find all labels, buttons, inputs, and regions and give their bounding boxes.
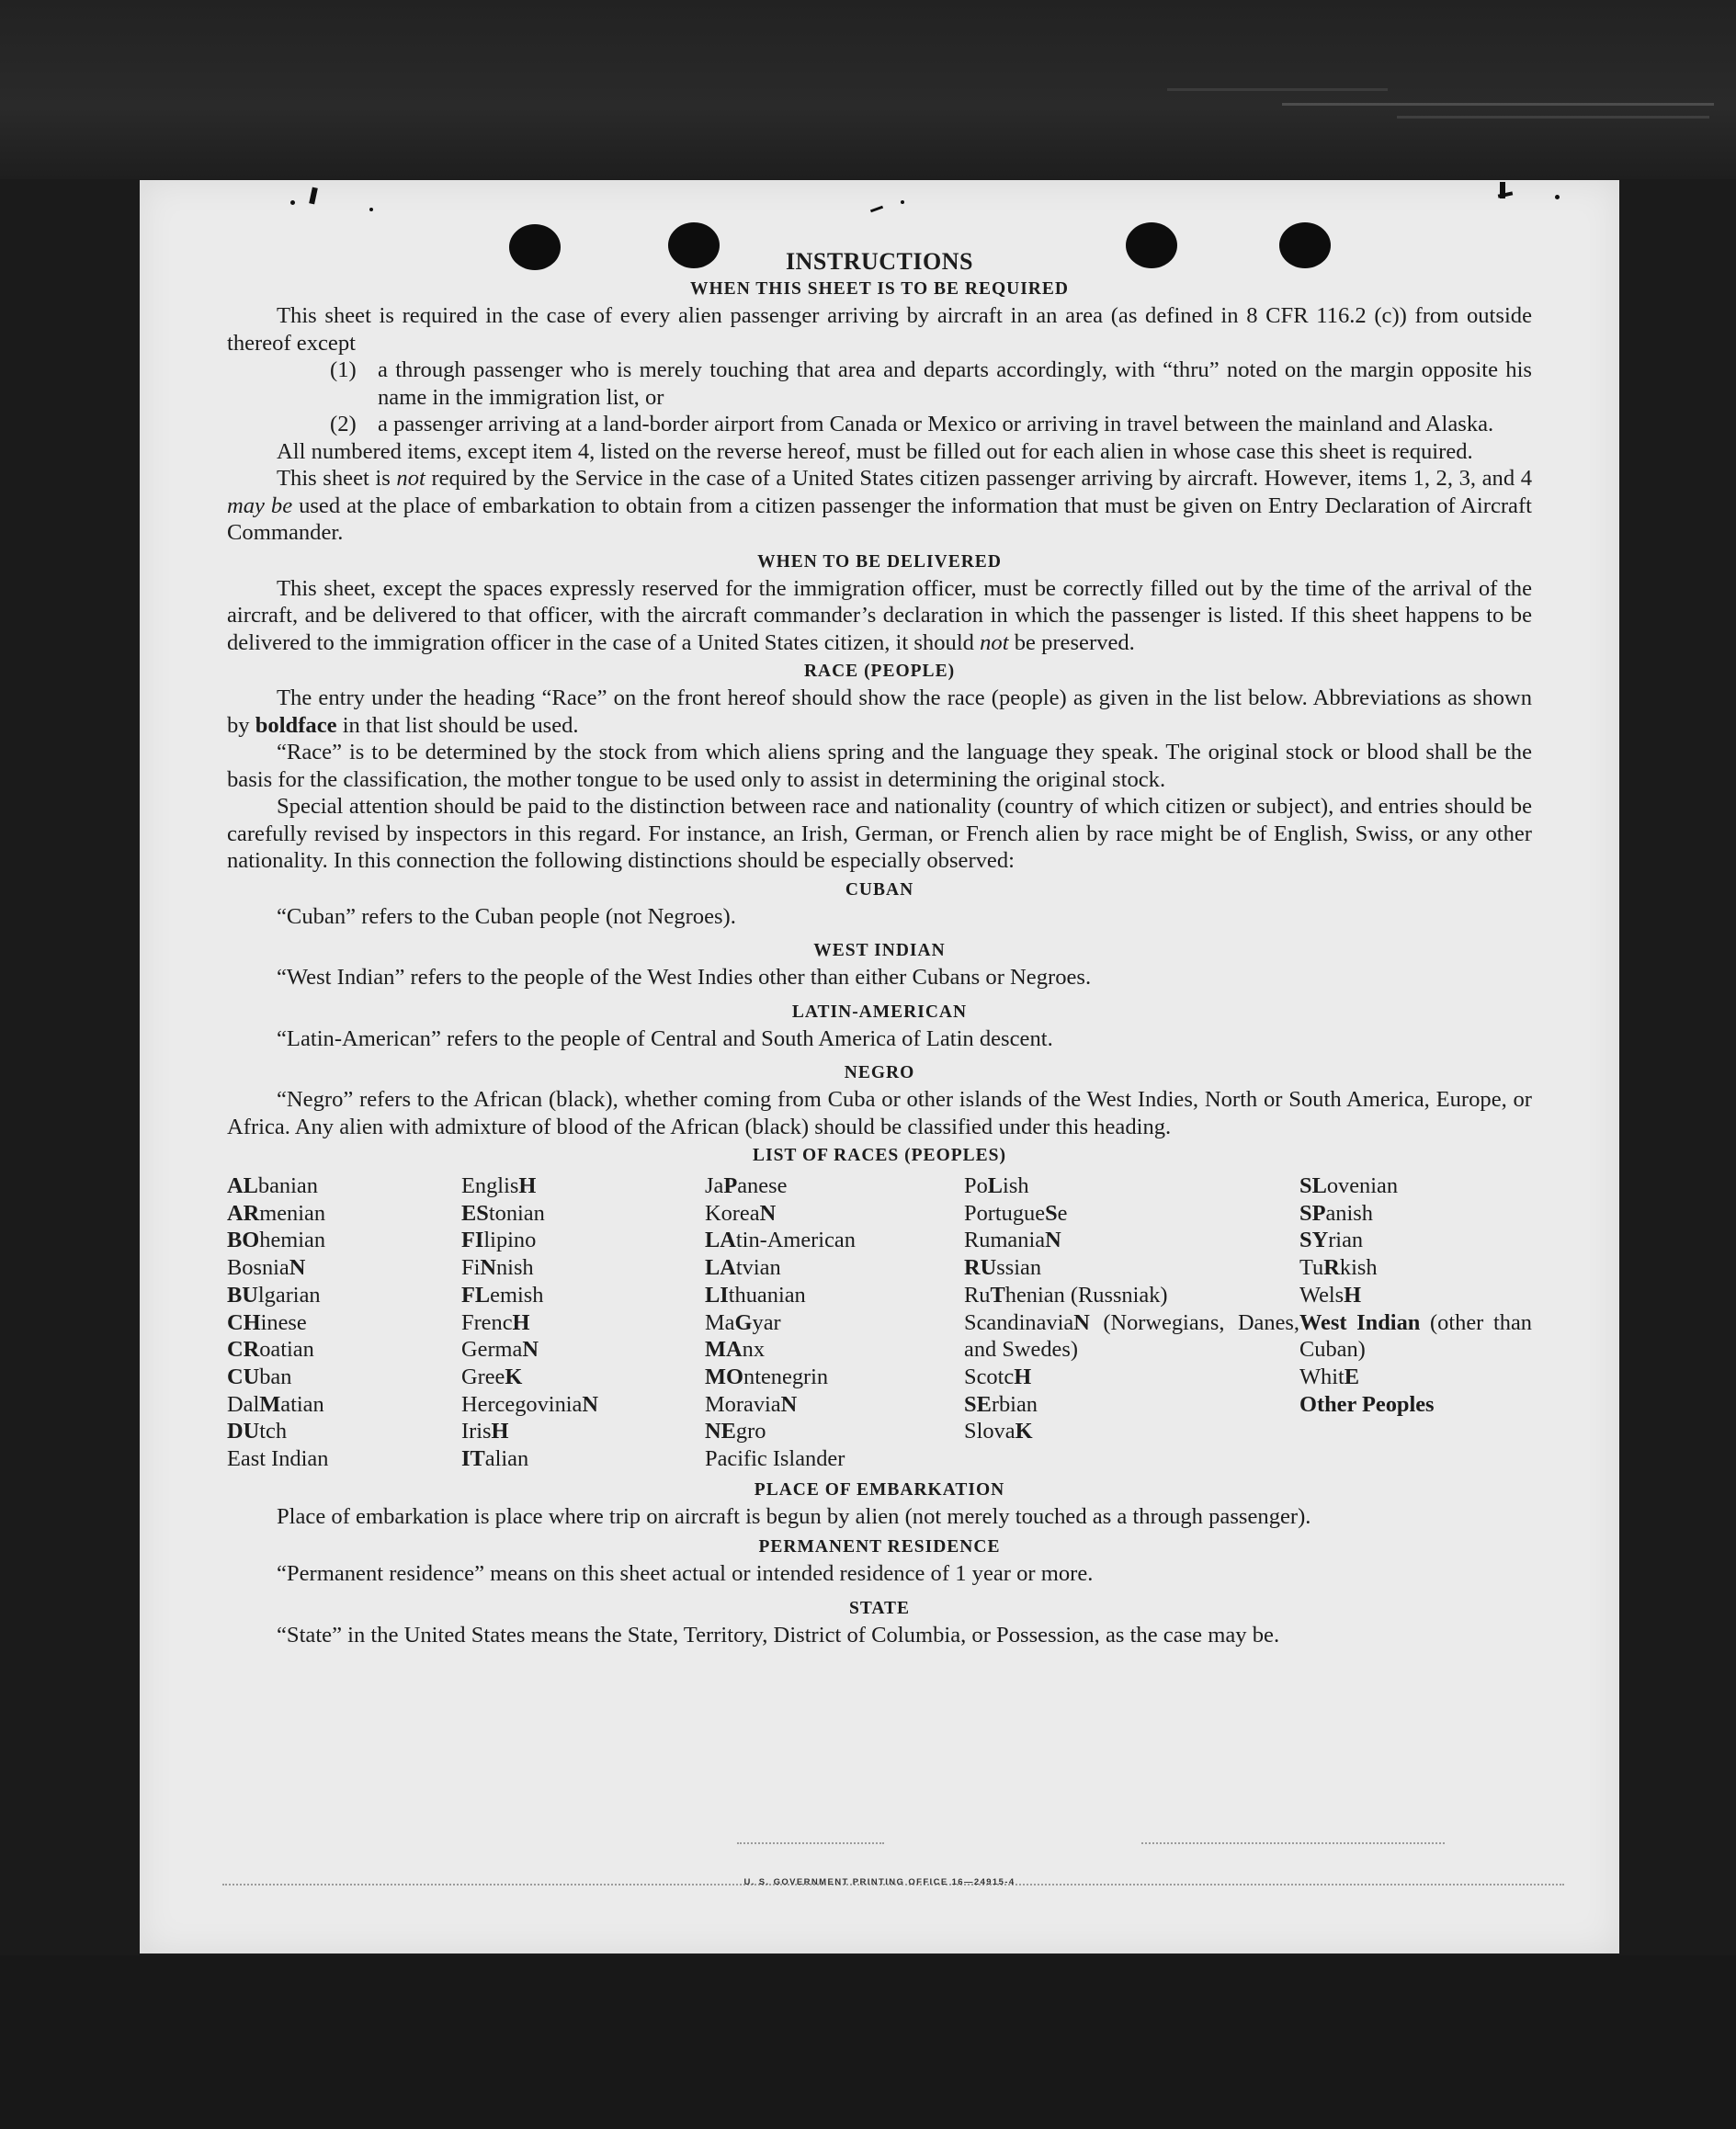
- document-sheet: [140, 180, 1619, 1953]
- race-text: banian: [257, 1173, 318, 1198]
- paragraph-west-indian: “West Indian” refers to the people of the West Indies other than either Cubans or Negroes.: [277, 965, 1092, 990]
- race-entry: [964, 1364, 1299, 1391]
- race-text: Hercegovinia: [461, 1391, 583, 1417]
- race-entry: [461, 1445, 705, 1473]
- race-text: ovenian: [1326, 1173, 1399, 1198]
- printing-office-imprint: U. S. GOVERNMENT PRINTING OFFICE 16—24915-4: [743, 1877, 1016, 1887]
- race-entry: [227, 1172, 461, 1200]
- race-entry: [705, 1445, 964, 1473]
- race-text: menian: [259, 1200, 326, 1226]
- race-list: [227, 1172, 1532, 1473]
- race-text: gro: [735, 1419, 766, 1444]
- race-entry: [1299, 1391, 1532, 1419]
- race-text: SL: [1299, 1173, 1327, 1198]
- race-text: P: [723, 1173, 738, 1198]
- race-text: Dal: [227, 1391, 260, 1417]
- race-entry: [964, 1309, 1299, 1364]
- race-column-1: [227, 1172, 461, 1473]
- race-text: IT: [461, 1446, 485, 1472]
- instructions-title: INSTRUCTIONS: [786, 248, 973, 275]
- race-text: anese: [737, 1173, 788, 1198]
- race-text: SP: [1299, 1200, 1326, 1226]
- race-text: MO: [705, 1364, 743, 1389]
- race-text: West Indian: [1299, 1309, 1421, 1335]
- race-entry: [705, 1227, 964, 1254]
- race-text: lgarian: [257, 1282, 321, 1308]
- race-text: henian (Russniak): [1004, 1282, 1168, 1308]
- race-entry: [461, 1336, 705, 1364]
- heading-state: STATE: [848, 1598, 911, 1618]
- race-entry: [964, 1254, 1299, 1282]
- exception-item-2: [330, 411, 1532, 438]
- race-entry: [227, 1336, 461, 1364]
- scan-speck: [309, 187, 318, 205]
- race-entry: [705, 1172, 964, 1200]
- scan-speck: [870, 206, 883, 213]
- race-entry: [1299, 1227, 1532, 1254]
- heading-race: RACE (PEOPLE): [803, 662, 956, 681]
- race-text: Wels: [1299, 1282, 1345, 1308]
- race-column-4: [964, 1172, 1299, 1473]
- race-entry: [705, 1309, 964, 1337]
- race-entry: [964, 1282, 1299, 1309]
- race-text: e: [1057, 1200, 1068, 1226]
- paragraph-delivery: [227, 575, 1532, 657]
- race-text: tch: [259, 1419, 288, 1444]
- race-entry: [705, 1254, 964, 1282]
- paragraph-race-entry: [227, 685, 1532, 739]
- emphasis-may-be: may be: [227, 493, 293, 518]
- scan-background-top: [0, 0, 1736, 179]
- heading-permanent-residence: PERMANENT RESIDENCE: [758, 1537, 1001, 1557]
- race-text: S: [1045, 1200, 1058, 1226]
- race-entry: [461, 1282, 705, 1309]
- race-text: Iris: [461, 1419, 492, 1444]
- scan-artifact-line: [1397, 116, 1709, 119]
- paragraph-latin-american: “Latin-American” refers to the people of Central and South America of Latin descent.: [277, 1025, 1053, 1051]
- race-text: Portugue: [964, 1200, 1046, 1226]
- race-text: CU: [227, 1364, 260, 1389]
- race-text: thuanian: [728, 1282, 806, 1308]
- race-text: inese: [260, 1309, 307, 1335]
- race-entry: [227, 1445, 461, 1473]
- race-text: CH: [227, 1309, 261, 1335]
- emphasis-boldface: boldface: [255, 712, 337, 738]
- paragraph-permanent-residence: “Permanent residence” means on this sheet actual or intended residence of 1 year or more.: [277, 1561, 1094, 1587]
- race-entry: [705, 1336, 964, 1364]
- race-text: nish: [495, 1255, 534, 1281]
- scan-speck: [1555, 195, 1560, 199]
- race-entry: [461, 1254, 705, 1282]
- race-text: Ma: [705, 1309, 735, 1335]
- exception-item-2-text: a passenger arriving at a land-border airport from Canada or Mexico or arriving in travel between the mainland and Alaska.: [378, 412, 1494, 436]
- text-run: used at the place of embarkation to obtain from a citizen passenger the information that must be given on Entry Declaration of Aircraft Commander.: [227, 493, 1533, 545]
- race-text: rbian: [991, 1391, 1038, 1417]
- race-text: emish: [490, 1282, 544, 1308]
- paragraph-negro: “Negro” refers to the African (black), whether coming from Cuba or other islands of the West Indies, North or South America, Europe, or Africa. Any alien with admixture of blood of the African (black) should be classified under this heading.: [227, 1087, 1532, 1139]
- race-text: H: [491, 1419, 509, 1444]
- race-text: nx: [742, 1337, 766, 1363]
- race-text: Scandinavia: [964, 1309, 1074, 1335]
- exception-item-1: [330, 357, 1532, 411]
- race-text: Korea: [705, 1200, 760, 1226]
- scan-artifact-line: [1282, 103, 1714, 106]
- paragraph-requirement: This sheet is required in the case of every alien passenger arriving by aircraft in an area (as defined in 8 CFR 116.2 (c)) from outside thereof except: [227, 303, 1532, 356]
- race-entry: [461, 1200, 705, 1228]
- race-text: kish: [1339, 1255, 1378, 1281]
- race-text: Gree: [461, 1364, 505, 1389]
- race-text: Ja: [705, 1173, 724, 1198]
- race-text: H: [512, 1309, 530, 1335]
- dotted-rule: [737, 1842, 884, 1844]
- race-text: H: [518, 1173, 537, 1198]
- paragraph-embarkation: Place of embarkation is place where trip on aircraft is begun by alien (not merely touched as a through passenger).: [277, 1503, 1311, 1529]
- race-text: Pacific Islander: [705, 1446, 845, 1472]
- race-text: Other Peoples: [1299, 1391, 1435, 1417]
- race-text: Tu: [1299, 1255, 1324, 1281]
- race-entry: [227, 1391, 461, 1419]
- race-text: BO: [227, 1228, 260, 1253]
- race-text: SE: [964, 1391, 992, 1417]
- race-text: DU: [227, 1419, 260, 1444]
- race-column-3: [705, 1172, 964, 1473]
- race-text: tvian: [735, 1255, 781, 1281]
- race-entry: [227, 1309, 461, 1337]
- race-entry: [461, 1172, 705, 1200]
- race-entry: [227, 1364, 461, 1391]
- race-text: FL: [461, 1282, 491, 1308]
- race-column-5: [1299, 1172, 1532, 1473]
- text-run: be preserved.: [1014, 629, 1135, 655]
- race-text: ban: [259, 1364, 292, 1389]
- race-text: Whit: [1299, 1364, 1345, 1389]
- race-text: LA: [705, 1255, 736, 1281]
- race-text: N: [780, 1391, 798, 1417]
- scan-speck: [369, 208, 373, 211]
- race-entry: [964, 1391, 1299, 1419]
- heading-latin-american: LATIN-AMERICAN: [791, 1002, 968, 1022]
- race-text: N: [289, 1255, 306, 1281]
- race-entry: [1299, 1282, 1532, 1309]
- emphasis-not: not: [396, 466, 425, 491]
- race-text: tin-American: [735, 1228, 856, 1253]
- race-text: Scotc: [964, 1364, 1015, 1389]
- paragraph-numbered-items: All numbered items, except item 4, listed on the reverse hereof, must be filled out for each alien in whose case this sheet is required.: [277, 438, 1473, 464]
- race-text: N: [522, 1337, 539, 1363]
- heading-place-of-embarkation: PLACE OF EMBARKATION: [754, 1479, 1005, 1500]
- race-text: N: [759, 1200, 777, 1226]
- race-entry: [1299, 1172, 1532, 1200]
- race-text: FI: [461, 1228, 484, 1253]
- race-text: M: [259, 1391, 281, 1417]
- race-column-2: [461, 1172, 705, 1473]
- race-entry: [461, 1418, 705, 1445]
- race-entry: [964, 1227, 1299, 1254]
- race-entry: [964, 1172, 1299, 1200]
- race-entry: [461, 1309, 705, 1337]
- race-entry: [227, 1254, 461, 1282]
- race-text: N: [480, 1255, 496, 1281]
- race-entry: [705, 1200, 964, 1228]
- scan-background-bottom: [0, 1955, 1736, 2129]
- race-entry: [964, 1200, 1299, 1228]
- race-entry: [705, 1364, 964, 1391]
- race-text: E: [1344, 1364, 1360, 1389]
- race-text: SY: [1299, 1228, 1329, 1253]
- exception-item-2-number: (2): [330, 412, 357, 436]
- paragraph-cuban: “Cuban” refers to the Cuban people (not Negroes).: [277, 903, 736, 929]
- heading-when-required: WHEN THIS SHEET IS TO BE REQUIRED: [690, 279, 1069, 299]
- race-entry: [705, 1282, 964, 1309]
- race-text: MA: [705, 1337, 743, 1363]
- race-entry: [227, 1282, 461, 1309]
- race-text: (other than Cuban): [1299, 1309, 1532, 1363]
- text-run: in that list should be used.: [342, 712, 579, 738]
- paragraph-race-determination: “Race” is to be determined by the stock from which aliens spring and the language they speak. The original stock or blood shall be the basis for the classification, the mother tongue to be used only to assist in determining the original stock.: [227, 740, 1532, 792]
- race-text: yar: [752, 1309, 781, 1335]
- text-run: This sheet, except the spaces expressly reserved for the immigration officer, must be correctly filled out by the time of the arrival of the aircraft, and be delivered to that officer, with the aircraft commander’s declaration in which the passenger is listed. If this sheet happens to be delivered to the immigration officer in the case of a United States citizen, it should: [227, 575, 1532, 655]
- race-text: T: [990, 1282, 1005, 1308]
- race-entry: [227, 1418, 461, 1445]
- race-text: Germa: [461, 1337, 523, 1363]
- race-text: R: [1323, 1255, 1340, 1281]
- race-text: AR: [227, 1200, 260, 1226]
- paragraph-state: “State” in the United States means the State, Territory, District of Columbia, or Possession, as the case may be.: [277, 1622, 1280, 1648]
- race-text: ish: [1003, 1173, 1029, 1198]
- race-text: H: [1344, 1282, 1362, 1308]
- race-text: G: [734, 1309, 753, 1335]
- race-entry: [461, 1391, 705, 1419]
- scan-artifact-line: [1167, 88, 1388, 91]
- scan-speck: [1500, 182, 1505, 198]
- race-entry: [227, 1200, 461, 1228]
- race-entry: [705, 1391, 964, 1419]
- race-text: N: [1073, 1309, 1090, 1335]
- race-text: LA: [705, 1228, 736, 1253]
- race-entry: [705, 1418, 964, 1445]
- heading-when-delivered: WHEN TO BE DELIVERED: [757, 551, 1002, 572]
- race-text: CR: [227, 1337, 260, 1363]
- race-text: East Indian: [227, 1446, 329, 1472]
- race-entry: [461, 1227, 705, 1254]
- race-text: Po: [964, 1173, 988, 1198]
- race-text: Slova: [964, 1419, 1016, 1444]
- race-text: N: [1045, 1228, 1061, 1253]
- race-text: Bosnia: [227, 1255, 289, 1281]
- emphasis-not: not: [980, 629, 1009, 655]
- race-text: anish: [1325, 1200, 1373, 1226]
- race-text: Englis: [461, 1173, 519, 1198]
- race-text: (Norwegians, Danes, and Swedes): [964, 1309, 1299, 1363]
- paragraph-race-nationality: Special attention should be paid to the distinction between race and nationality (country of which citizen or subject), and entries should be carefully revised by inspectors in this regard. For instance, an Irish, German, or French alien by race might be of English, Swiss, or any other nationality. In this connection the following distinctions should be especially observed:: [227, 794, 1532, 873]
- race-entry: [1299, 1254, 1532, 1282]
- race-text: Rumania: [964, 1228, 1046, 1253]
- race-text: LI: [705, 1282, 729, 1308]
- race-text: oatian: [259, 1337, 314, 1363]
- race-text: tonian: [488, 1200, 545, 1226]
- race-entry: [461, 1364, 705, 1391]
- race-text: ssian: [996, 1255, 1042, 1281]
- text-run: The entry under the heading “Race” on the front hereof should show the race (people) as given in the list below. Abbreviations as shown by: [227, 685, 1532, 738]
- heading-negro: NEGRO: [844, 1063, 915, 1082]
- text-run: This sheet is: [277, 466, 391, 491]
- exception-item-1-number: (1): [330, 357, 357, 382]
- race-entry: [227, 1227, 461, 1254]
- race-text: Moravia: [705, 1391, 781, 1417]
- heading-west-indian: WEST INDIAN: [813, 941, 946, 960]
- race-text: Fi: [461, 1255, 481, 1281]
- text-run: required by the Service in the case of a United States citizen passenger arriving by aircraft. However, items 1, 2, 3, and 4: [431, 466, 1532, 491]
- heading-list-of-races: LIST OF RACES (PEOPLES): [752, 1146, 1006, 1165]
- race-text: ES: [461, 1200, 489, 1226]
- race-text: H: [1014, 1364, 1032, 1389]
- race-text: RU: [964, 1255, 997, 1281]
- race-text: ntenegrin: [743, 1364, 829, 1389]
- scan-speck: [901, 200, 904, 204]
- race-text: K: [1015, 1419, 1033, 1444]
- instructions-content: [227, 246, 1532, 1648]
- race-text: Ru: [964, 1282, 991, 1308]
- race-text: alian: [484, 1446, 529, 1472]
- race-text: NE: [705, 1419, 736, 1444]
- race-text: AL: [227, 1173, 258, 1198]
- dotted-rule: [1141, 1842, 1445, 1844]
- race-entry: [1299, 1364, 1532, 1391]
- race-text: K: [505, 1364, 523, 1389]
- race-text: Frenc: [461, 1309, 513, 1335]
- race-entry: [964, 1418, 1299, 1445]
- scan-speck: [290, 200, 295, 205]
- race-text: hemian: [259, 1228, 326, 1253]
- race-text: lipino: [483, 1228, 537, 1253]
- race-entry: [1299, 1309, 1532, 1364]
- exception-item-1-text: a through passenger who is merely touching that area and departs accordingly, with “thru” noted on the margin opposite his name in the immigration list, or: [378, 357, 1532, 410]
- race-text: BU: [227, 1282, 258, 1308]
- paragraph-citizen-passenger: [227, 465, 1532, 547]
- race-text: L: [987, 1173, 1004, 1198]
- race-entry: [1299, 1200, 1532, 1228]
- race-text: atian: [280, 1391, 324, 1417]
- heading-cuban: CUBAN: [845, 879, 914, 900]
- race-text: rian: [1328, 1228, 1364, 1253]
- race-text: N: [582, 1391, 598, 1417]
